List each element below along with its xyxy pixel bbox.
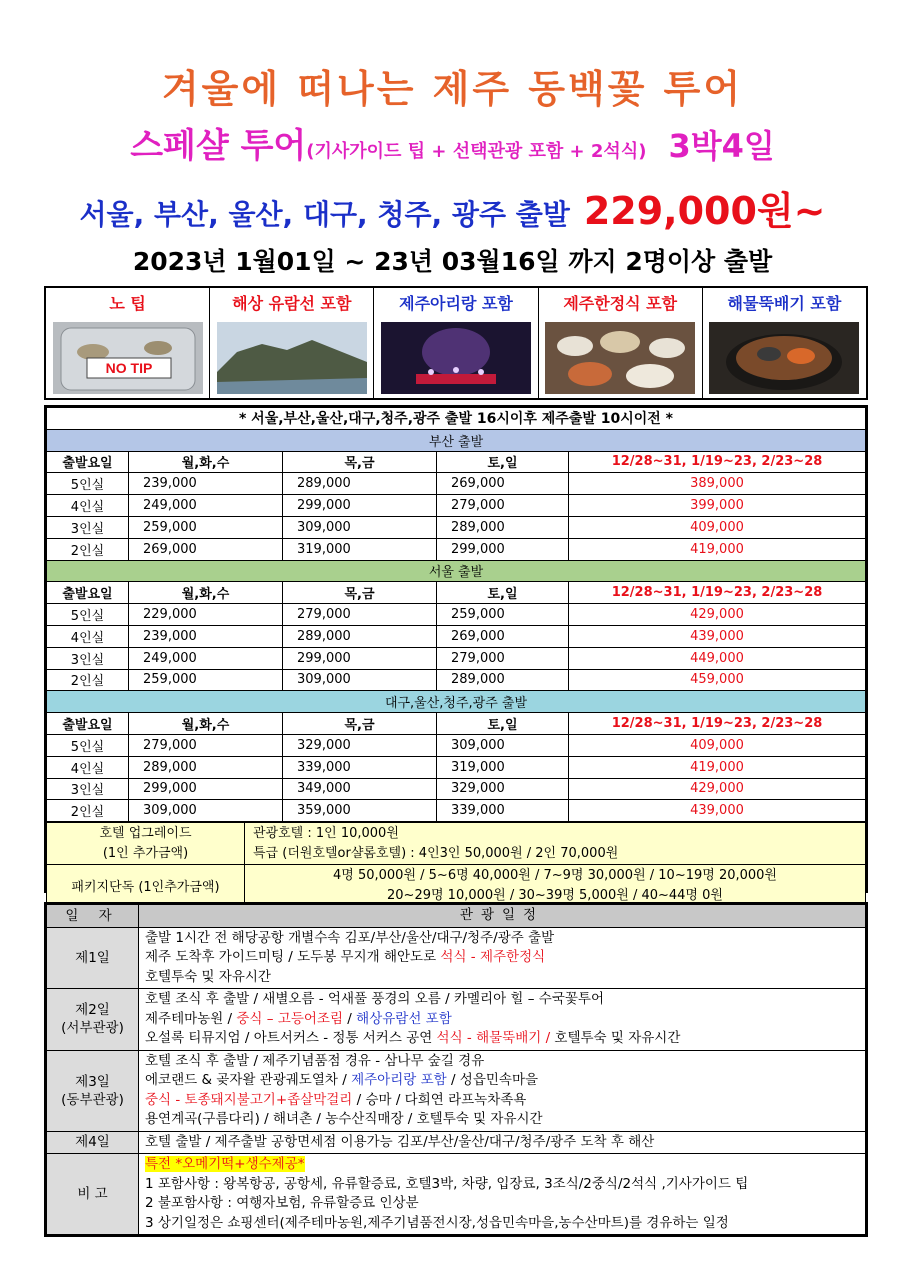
table-cell: 409,000 — [569, 516, 866, 538]
col-header: 월,화,수 — [129, 582, 283, 604]
table-cell: 299,000 — [283, 647, 437, 669]
table-cell: 279,000 — [283, 604, 437, 626]
table-cell: 319,000 — [437, 756, 569, 778]
departure-line — [0, 180, 905, 235]
table-cell: 419,000 — [569, 756, 866, 778]
schedule-text: / — [343, 1010, 357, 1027]
table-cell: 259,000 — [129, 669, 283, 691]
table-cell: 309,000 — [283, 669, 437, 691]
feature-label: 해물뚝배기 포함 — [727, 294, 842, 313]
table-cell: 299,000 — [437, 538, 569, 560]
schedule-day1 — [47, 927, 866, 989]
col-header: 토,일 — [437, 713, 569, 735]
extra-cost-table — [46, 822, 866, 907]
col-header: 토,일 — [437, 451, 569, 473]
col-header: 목,금 — [283, 713, 437, 735]
schedule-text: 호텔 조식 후 출발 / 제주기념품점 경유 - 삼나무 숲길 경유 — [145, 1052, 485, 1069]
table-row — [47, 778, 866, 800]
table-cell: 239,000 — [129, 625, 283, 647]
price-table — [44, 405, 868, 903]
table-cell: 5인실 — [47, 473, 129, 495]
schedule-day4 — [47, 1131, 866, 1154]
schedule-text: 제1일 — [47, 927, 139, 989]
schedule-table — [44, 902, 868, 1237]
table-row — [47, 495, 866, 517]
table-cell: 299,000 — [283, 495, 437, 517]
departure-cities: 서울, 부산, 울산, 대구, 청주, 광주 출발 — [79, 198, 570, 231]
schedule-text: 제2일 — [75, 1002, 110, 1019]
period-line: 2023년 1월01일 ~ 23년 03월16일 까지 2명이상 출발 — [132, 247, 773, 276]
col-header: 출발요일 — [47, 451, 129, 473]
table-cell: 5인실 — [47, 734, 129, 756]
table-cell: 249,000 — [129, 495, 283, 517]
table-cell: 289,000 — [437, 516, 569, 538]
schedule-text: 해상유람선 포함 — [356, 1010, 452, 1027]
col-header: 목,금 — [283, 451, 437, 473]
table-cell: 3인실 — [47, 647, 129, 669]
table-cell: 239,000 — [129, 473, 283, 495]
subtitle-note: (기사가이드 팁 + 선택관광 포함 + 2석식) — [306, 141, 647, 162]
schedule-head-plan: 관광일정 — [139, 905, 866, 928]
schedule-text: 중식 - 토종돼지불고기+좁살막걸리 — [145, 1091, 353, 1108]
table-cell: 419,000 — [569, 538, 866, 560]
table-cell: 339,000 — [437, 800, 569, 822]
schedule-day3 — [47, 1050, 866, 1131]
schedule-text: / 성읍민속마을 — [446, 1072, 539, 1088]
section-title-daegu: 대구,울산,청주,광주 출발 — [47, 691, 866, 713]
schedule-head-day: 일 자 — [47, 905, 139, 928]
table-row — [47, 734, 866, 756]
table-cell: 2인실 — [47, 669, 129, 691]
table-cell: 429,000 — [569, 778, 866, 800]
table-cell: 289,000 — [283, 473, 437, 495]
table-cell: 3인실 — [47, 778, 129, 800]
table-cell: 4인실 — [47, 625, 129, 647]
subtitle-days: 3박4일 — [668, 127, 775, 165]
schedule-text: 출발 1시간 전 해당공항 개별수속 김포/부산/울산/대구/청주/광주 출발 — [145, 929, 555, 946]
schedule-text: 석식 - 해물뚝배기 / — [436, 1030, 551, 1046]
feature-arirang — [374, 288, 538, 398]
schedule-text: 1 포함사항 : 왕복항공, 공항세, 유류할증료, 호텔3박, 차량, 입장료, 3조식/2중식/2석식 ,기사가이드 팁 — [145, 1175, 749, 1192]
table-row — [47, 800, 866, 822]
schedule-text: 비 고 — [47, 1154, 139, 1235]
table-cell: 329,000 — [437, 778, 569, 800]
col-header-peak: 12/28~31, 1/19~23, 2/23~28 — [569, 451, 866, 473]
schedule-text: 제4일 — [47, 1131, 139, 1154]
feature-label: 제주한정식 포함 — [563, 294, 678, 313]
schedule-text: 제3일 — [75, 1073, 110, 1090]
table-cell: 289,000 — [437, 669, 569, 691]
table-cell: 279,000 — [437, 495, 569, 517]
col-header-peak: 12/28~31, 1/19~23, 2/23~28 — [569, 582, 866, 604]
special-offer: 특전 *오메기떡+생수제공* — [145, 1156, 305, 1172]
schedule-text: 중식 – 고등어조림 — [236, 1010, 344, 1027]
table-cell: 3인실 — [47, 516, 129, 538]
col-header-peak: 12/28~31, 1/19~23, 2/23~28 — [569, 713, 866, 735]
schedule-text: 호텔투숙 및 자유시간 — [145, 968, 271, 985]
schedule-text: (동부관광) — [61, 1091, 124, 1108]
table-cell: 259,000 — [129, 516, 283, 538]
schedule-text: / 승마 / 다희연 라프녹차족욕 — [352, 1091, 527, 1108]
feature-strip — [44, 286, 868, 400]
table-cell: 289,000 — [283, 625, 437, 647]
table-row — [47, 647, 866, 669]
feature-hanjeongsik — [539, 288, 703, 398]
col-header: 목,금 — [283, 582, 437, 604]
feature-no-tip — [46, 288, 210, 398]
table-cell: 309,000 — [129, 800, 283, 822]
col-header: 월,화,수 — [129, 713, 283, 735]
schedule-text: 제주 도착후 가이드미팅 / 도두봉 무지개 해안도로 — [145, 949, 441, 965]
col-header: 출발요일 — [47, 582, 129, 604]
table-cell: 289,000 — [129, 756, 283, 778]
table-cell: 409,000 — [569, 734, 866, 756]
hotel-upgrade-label: 호텔 업그레이드 (1인 추가금액) — [47, 823, 245, 865]
feature-label: 제주아리랑 포함 — [399, 294, 513, 313]
table-cell: 299,000 — [129, 778, 283, 800]
table-cell: 439,000 — [569, 625, 866, 647]
schedule-text: 3 상기일정은 쇼핑센터(제주테마농원,제주기념품전시장,성읍민속마을,농수산마트)를 경유하는 일정 — [145, 1214, 729, 1231]
table-cell: 399,000 — [569, 495, 866, 517]
table-cell: 439,000 — [569, 800, 866, 822]
table-cell: 259,000 — [437, 604, 569, 626]
table-cell: 279,000 — [437, 647, 569, 669]
section-title-seoul: 서울 출발 — [47, 560, 866, 582]
schedule-text: 에코랜드 & 곶자왈 관광궤도열차 / — [145, 1072, 352, 1088]
schedule-text: 제주아리랑 포함 — [351, 1072, 447, 1088]
schedule-text: 2 불포함사항 : 여행자보험, 유류할증료 인상분 — [145, 1195, 419, 1211]
no-tip-jar-icon — [53, 322, 203, 394]
package-label: 패키지단독 (1인추가금액) — [47, 865, 245, 907]
table-cell: 449,000 — [569, 647, 866, 669]
table-row — [47, 473, 866, 495]
schedule-notes — [47, 1154, 866, 1235]
stage-show-icon — [381, 322, 531, 394]
schedule-day2 — [47, 989, 866, 1051]
col-header: 월,화,수 — [129, 451, 283, 473]
page-title: 겨울에 떠나는 제주 동백꽃 투어 — [161, 67, 744, 111]
schedule-text: 오설록 티뮤지엄 / 아트서커스 - 정통 서커스 공연 — [145, 1030, 437, 1046]
table-cell: 359,000 — [283, 800, 437, 822]
table-cell: 4인실 — [47, 756, 129, 778]
subtitle-main: 스페샬 투어 — [130, 126, 307, 166]
table-cell: 349,000 — [283, 778, 437, 800]
section-title-busan: 부산 출발 — [47, 429, 866, 451]
col-header: 출발요일 — [47, 713, 129, 735]
table-row — [47, 756, 866, 778]
table-row — [47, 604, 866, 626]
no-tip-sign: NO TIP — [105, 360, 152, 376]
schedule-text: 호텔투숙 및 자유시간 — [550, 1030, 681, 1046]
table-cell: 309,000 — [283, 516, 437, 538]
table-cell: 389,000 — [569, 473, 866, 495]
subtitle — [0, 118, 905, 167]
feature-label: 노 팁 — [109, 294, 146, 313]
table-cell: 2인실 — [47, 538, 129, 560]
departure-notice: * 서울,부산,울산,대구,청주,광주 출발 16시이후 제주출발 10시이전 * — [47, 408, 866, 430]
table-cell: 269,000 — [437, 473, 569, 495]
feature-ttukbaegi — [703, 288, 866, 398]
schedule-text: 석식 - 제주한정식 — [440, 949, 546, 965]
schedule-text: 용연계곡(구름다리) / 해녀촌 / 농수산직매장 / 호텔투숙 및 자유시간 — [145, 1111, 543, 1127]
table-cell: 269,000 — [437, 625, 569, 647]
table-cell: 339,000 — [283, 756, 437, 778]
table-cell: 2인실 — [47, 800, 129, 822]
table-cell: 229,000 — [129, 604, 283, 626]
table-row — [47, 538, 866, 560]
table-cell: 5인실 — [47, 604, 129, 626]
feature-label: 해상 유람선 포함 — [232, 294, 352, 313]
hotel-upgrade-detail: 관광호텔 : 1인 10,000원 특급 (더원호텔or샬롬호텔) : 4인3인 50,000원 / 2인 70,000원 — [245, 823, 866, 865]
table-row — [47, 625, 866, 647]
departure-price: 229,000원~ — [583, 189, 826, 233]
seafood-pot-icon — [709, 322, 859, 394]
table-cell: 459,000 — [569, 669, 866, 691]
table-cell: 4인실 — [47, 495, 129, 517]
schedule-text: 호텔 조식 후 출발 / 새별오름 - 억새풀 풍경의 오름 / 카멜리아 힐 – 수국꽃투어 — [145, 991, 604, 1007]
schedule-text: 호텔 출발 / 제주출발 공항면세점 이용가능 김포/부산/울산/대구/청주/광주 도착 후 해산 — [139, 1131, 866, 1154]
table-row — [47, 516, 866, 538]
table-cell: 309,000 — [437, 734, 569, 756]
table-cell: 329,000 — [283, 734, 437, 756]
table-cell: 279,000 — [129, 734, 283, 756]
schedule-text: (서부관광) — [61, 1020, 124, 1037]
coastal-cliff-icon — [217, 322, 367, 394]
table-cell: 429,000 — [569, 604, 866, 626]
col-header: 토,일 — [437, 582, 569, 604]
korean-table-icon — [545, 322, 695, 394]
table-cell: 249,000 — [129, 647, 283, 669]
package-detail: 4명 50,000원 / 5~6명 40,000원 / 7~9명 30,000원 / 10~19명 20,000원 20~29명 10,000원 / 30~39명 5,000원 / 40~44명 0원 — [245, 865, 866, 907]
table-cell: 269,000 — [129, 538, 283, 560]
schedule-text: 제주테마농원 / — [145, 1010, 237, 1027]
table-cell: 319,000 — [283, 538, 437, 560]
feature-cruise — [210, 288, 374, 398]
table-row — [47, 669, 866, 691]
